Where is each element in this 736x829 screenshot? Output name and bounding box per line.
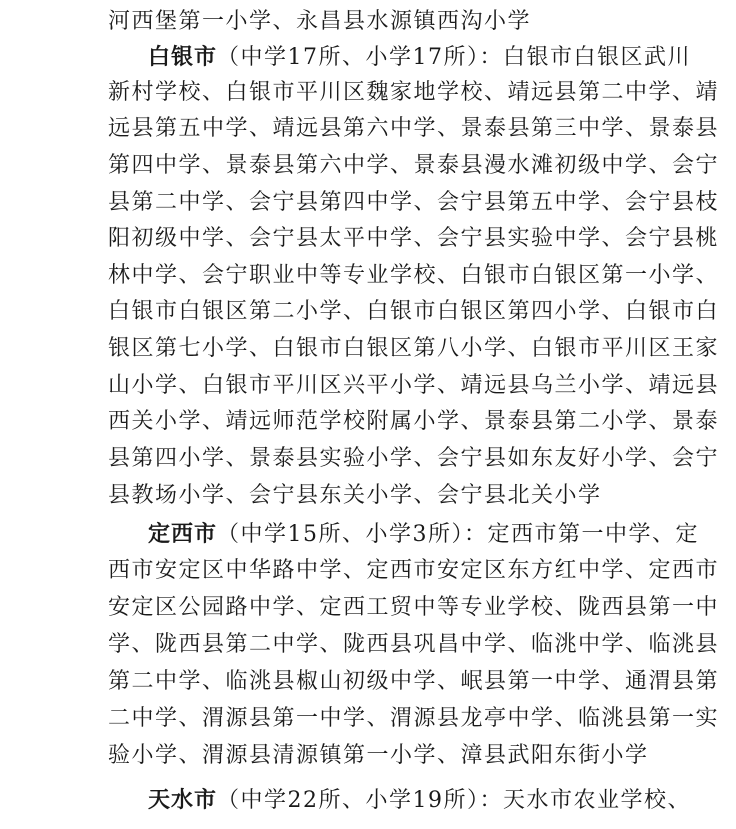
line-text: 山小学、白银市平川区兴平小学、靖远县乌兰小学、靖远县 bbox=[108, 373, 720, 398]
text-line bbox=[0, 477, 736, 515]
text-line bbox=[0, 184, 736, 222]
city-heading: 白银市 bbox=[148, 44, 218, 70]
line-text: 林中学、会宁职业中等专业学校、白银市白银区第一小学、 bbox=[108, 263, 720, 288]
text-line bbox=[0, 257, 736, 295]
city-heading: 天水市 bbox=[148, 787, 218, 813]
line-text: 县第四小学、景泰县实验小学、会宁县如东友好小学、会宁 bbox=[108, 446, 720, 471]
line-text: 安定区公园路中学、定西工贸中等专业学校、陇西县第一中 bbox=[108, 595, 720, 620]
text-line bbox=[0, 626, 736, 664]
text-line bbox=[0, 552, 736, 590]
text-line bbox=[0, 781, 736, 819]
line-text: 新村学校、白银市平川区魏家地学校、靖远县第二中学、靖 bbox=[108, 80, 720, 105]
text-line bbox=[0, 403, 736, 441]
line-text: （中学15所、小学3所）：定西市第一中学、定 bbox=[217, 522, 700, 547]
text-line bbox=[0, 293, 736, 331]
line-text: 第四中学、景泰县第六中学、景泰县漫水滩初级中学、会宁 bbox=[108, 153, 720, 178]
text-line bbox=[0, 38, 736, 76]
city-heading: 定西市 bbox=[148, 521, 218, 547]
line-text: 西关小学、靖远师范学校附属小学、景泰县第二小学、景泰 bbox=[108, 409, 720, 434]
line-text: （中学22所、小学19所）：天水市农业学校、 bbox=[217, 788, 692, 813]
text-line bbox=[0, 330, 736, 368]
line-text: 第二中学、临洮县椒山初级中学、岷县第一中学、通渭县第 bbox=[108, 669, 720, 694]
line-text: （中学17所、小学17所）：白银市白银区武川 bbox=[217, 45, 692, 70]
text-line bbox=[0, 737, 736, 775]
line-text: 二中学、渭源县第一中学、渭源县龙亭中学、临洮县第一实 bbox=[108, 706, 720, 731]
line-text: 阳初级中学、会宁县太平中学、会宁县实验中学、会宁县桃 bbox=[108, 226, 720, 251]
text-line bbox=[0, 515, 736, 553]
text-line bbox=[0, 589, 736, 627]
text-line bbox=[0, 3, 736, 41]
text-line bbox=[0, 440, 736, 478]
text-line bbox=[0, 367, 736, 405]
line-text: 河西堡第一小学、永昌县水源镇西沟小学 bbox=[108, 9, 532, 34]
line-text: 西市安定区中华路中学、定西市安定区东方红中学、定西市 bbox=[108, 558, 720, 583]
line-text: 县第二中学、会宁县第四中学、会宁县第五中学、会宁县枝 bbox=[108, 190, 720, 215]
line-text: 银区第七小学、白银市白银区第八小学、白银市平川区王家 bbox=[108, 336, 720, 361]
line-text: 县教场小学、会宁县东关小学、会宁县北关小学 bbox=[108, 483, 602, 508]
text-line bbox=[0, 110, 736, 148]
text-line bbox=[0, 220, 736, 258]
line-text: 验小学、渭源县清源镇第一小学、漳县武阳东街小学 bbox=[108, 743, 649, 768]
line-text: 白银市白银区第二小学、白银市白银区第四小学、白银市白 bbox=[108, 299, 720, 324]
line-text: 学、陇西县第二中学、陇西县巩昌中学、临洮中学、临洮县 bbox=[108, 632, 720, 657]
text-line bbox=[0, 147, 736, 185]
text-line bbox=[0, 663, 736, 701]
line-text: 远县第五中学、靖远县第六中学、景泰县第三中学、景泰县 bbox=[108, 116, 720, 141]
text-line bbox=[0, 74, 736, 112]
text-line bbox=[0, 700, 736, 738]
